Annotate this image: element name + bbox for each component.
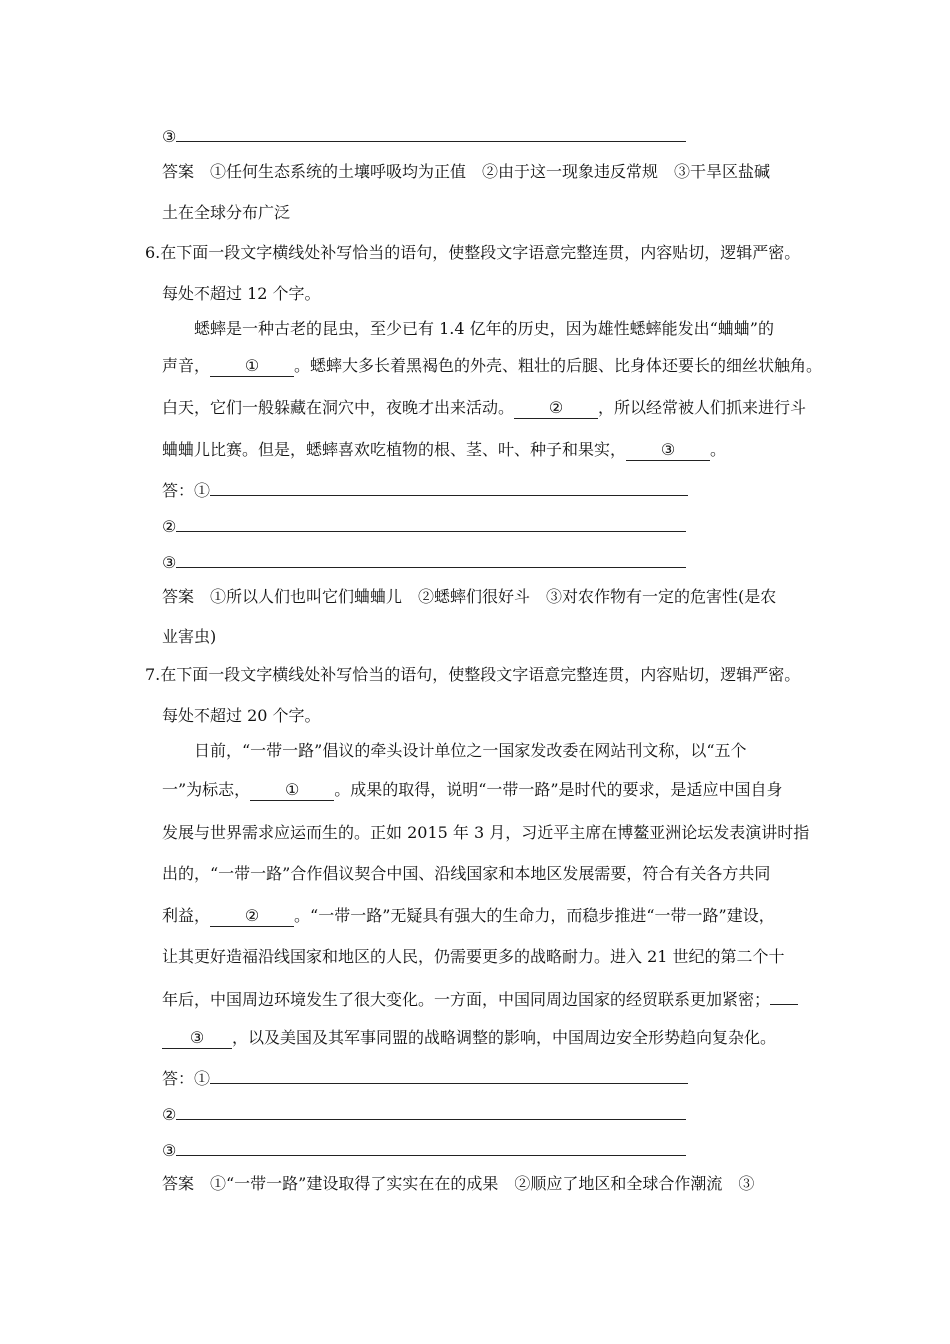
- text-segment: 。“一带一路”无疑具有强大的生命力，而稳步推进“一带一路”建设，: [294, 906, 775, 925]
- q6-paragraph-line2: [162, 355, 822, 377]
- text-segment: 声音，: [162, 356, 211, 375]
- q6-paragraph-line1: 蟋蟀是一种古老的昆虫，至少已有 1.4 亿年的历史，因为雄性蟋蟀能发出“蛐蛐”的: [194, 319, 774, 338]
- answer-line-3: [162, 124, 686, 148]
- q6-answer-field-3: [162, 550, 686, 574]
- answer-line-label: ③: [162, 127, 177, 146]
- answer-label: ③: [162, 1141, 177, 1160]
- text-segment: 白天，它们一般躲藏在洞穴中，夜晚才出来活动。: [162, 398, 515, 417]
- q6-answer-line2: 业害虫): [162, 627, 217, 646]
- text-segment: ，以及美国及其军事同盟的战略调整的影响，中国周边安全形势趋向复杂化。: [232, 1028, 777, 1047]
- text-segment: ，所以经常被人们抓来进行斗: [598, 398, 807, 417]
- q7-paragraph-line4: 出的，“一带一路”合作倡议契合中国、沿线国家和本地区发展需要，符合有关各方共同: [162, 864, 771, 883]
- q7-paragraph-line7: [162, 987, 798, 1011]
- q7-paragraph-line2: [162, 779, 783, 801]
- answer-label: ②: [162, 1105, 177, 1124]
- blank-3: ③: [162, 1028, 232, 1049]
- blank-2: ②: [210, 906, 294, 927]
- q7-stem-line1: 7.在下面一段文字横线处补写恰当的语句，使整段文字语意完整连贯，内容贴切，逻辑严密。: [145, 665, 801, 684]
- q7-paragraph-line8: [162, 1027, 776, 1049]
- q7-paragraph-line3: 发展与世界需求应运而生的。正如 2015 年 3 月，习近平主席在博鳌亚洲论坛发表演讲时指: [162, 823, 810, 842]
- q6-answer-line1: 答案 ①所以人们也叫它们蛐蛐儿 ②蟋蟀们很好斗 ③对农作物有一定的危害性(是农: [162, 587, 777, 606]
- q5-answer-line2: 土在全球分布广泛: [162, 203, 291, 222]
- q7-paragraph-line1: 日前，“一带一路”倡议的牵头设计单位之一国家发改委在网站刊文称，以“五个: [194, 741, 747, 760]
- text-segment: 利益，: [162, 906, 211, 925]
- q7-stem-line2: 每处不超过 20 个字。: [162, 706, 321, 725]
- q7-answer-field-2: [162, 1102, 686, 1126]
- q7-paragraph-line5: [162, 905, 775, 927]
- q6-stem-line1: 6.在下面一段文字横线处补写恰当的语句，使整段文字语意完整连贯，内容贴切，逻辑严密。: [145, 243, 801, 262]
- q6-paragraph-line3: [162, 397, 806, 419]
- blank-1: ①: [210, 356, 294, 377]
- q7-answer-line1: 答案 ①“一带一路”建设取得了实实在在的成果 ②顺应了地区和全球合作潮流 ③: [162, 1174, 755, 1193]
- blank-3: ③: [626, 440, 710, 461]
- answer-label: ③: [162, 553, 177, 572]
- answer-underline: [176, 514, 686, 532]
- blank-2: ②: [514, 398, 598, 419]
- answer-underline: [210, 1066, 688, 1084]
- blank-3-start: [770, 987, 798, 1005]
- text-segment: 。: [710, 440, 727, 459]
- answer-underline: [210, 478, 688, 496]
- answer-label: 答：①: [162, 481, 211, 500]
- answer-underline: [176, 1102, 686, 1120]
- answer-underline: [176, 550, 686, 568]
- text-segment: 蛐蛐儿比赛。但是，蟋蟀喜欢吃植物的根、茎、叶、种子和果实，: [162, 440, 627, 459]
- q7-answer-field-3: [162, 1138, 686, 1162]
- q5-answer-line1: 答案 ①任何生态系统的土壤呼吸均为正值 ②由于这一现象违反常规 ③干旱区盐碱: [162, 162, 771, 181]
- q7-paragraph-line6: 让其更好造福沿线国家和地区的人民，仍需要更多的战略耐力。进入 21 世纪的第二个十: [162, 947, 785, 966]
- answer-underline: [176, 1138, 686, 1156]
- q6-answer-field-1: [162, 478, 688, 502]
- answer-underline: [176, 124, 686, 142]
- text-segment: 。蟋蟀大多长着黑褐色的外壳、粗壮的后腿、比身体还要长的细丝状触角。: [294, 356, 823, 375]
- q6-answer-field-2: [162, 514, 686, 538]
- answer-label: 答：①: [162, 1069, 211, 1088]
- text-segment: 。成果的取得，说明“一带一路”是时代的要求，是适应中国自身: [334, 780, 783, 799]
- blank-1: ①: [250, 780, 334, 801]
- q6-stem-line2: 每处不超过 12 个字。: [162, 284, 321, 303]
- text-segment: 一”为标志，: [162, 780, 251, 799]
- q7-answer-field-1: [162, 1066, 688, 1090]
- text-segment: 年后，中国周边环境发生了很大变化。一方面，中国同周边国家的经贸联系更加紧密；: [162, 990, 771, 1009]
- q6-paragraph-line4: [162, 439, 726, 461]
- answer-label: ②: [162, 517, 177, 536]
